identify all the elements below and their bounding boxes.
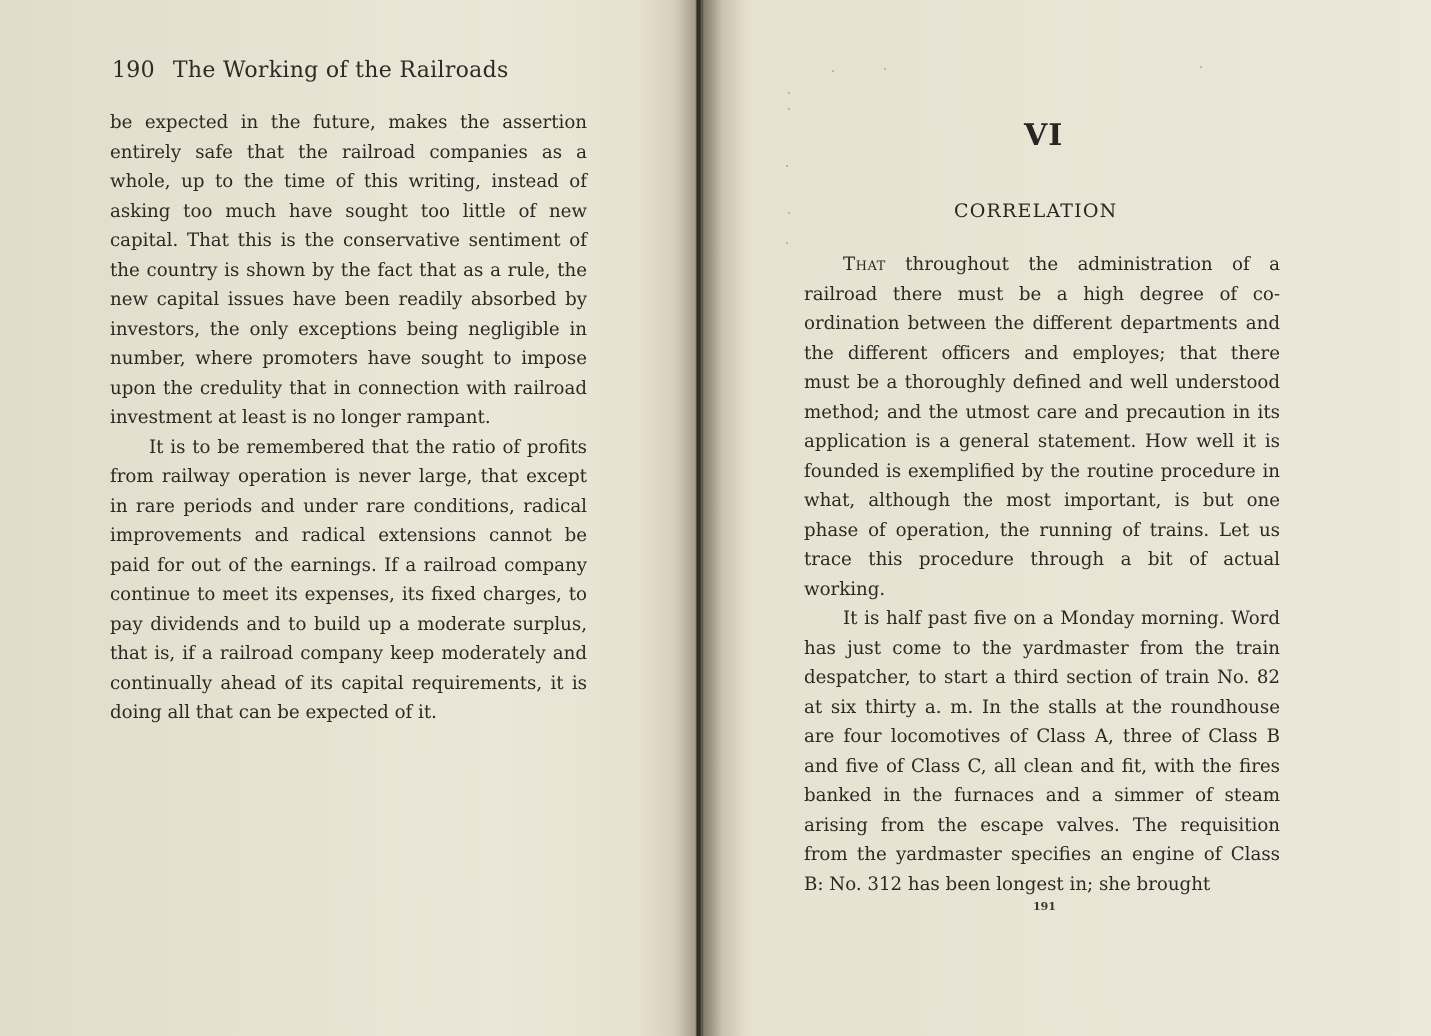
- running-head: [112, 58, 509, 83]
- gutter-shadow-right: [702, 0, 752, 1036]
- paragraph-text: throughout the administration of a railroad there must be a high degree of co-ordination between the different departments and the different officers and employes; that there must be a thoroughly defined and well understood method; and the utmost care and precaution in its application is a general statement. How well it is founded is exemplified by the routine procedure in what, although the most important, is but one phase of operation, the running of trains. Let us trace this procedure through a bit of actual working.: [804, 254, 1280, 600]
- right-body-text: [804, 250, 1280, 899]
- paragraph: It is half past five on a Monday morning. Word has just come to the yardmaster from the train despatcher, to start a third section of train No. 82 at six thirty a. m. In the stalls at the roundhouse are four locomotives of Class A, three of Class B and five of Class C, all clean and fit, with the fires banked in the furnaces and a simmer of steam arising from the escape valves. The requisition from the yardmaster specifies an engine of Class B: No. 312 has been longest in; she brought: [804, 608, 1280, 895]
- paragraph: [804, 250, 1280, 604]
- paper-speck: [788, 92, 790, 94]
- chapter-title: CORRELATION: [954, 200, 1118, 222]
- gutter-shadow-left: [636, 0, 696, 1036]
- left-body-text: [110, 108, 587, 728]
- paper-speck: [786, 242, 788, 244]
- left-page: [0, 0, 696, 1036]
- paper-speck: [832, 70, 834, 72]
- paper-speck: [884, 68, 886, 70]
- paper-speck: [1200, 66, 1202, 68]
- folio: 191: [1033, 900, 1056, 913]
- paragraph: be expected in the future, makes the assertion entirely safe that the railroad companies as a whole, up to the time of this writing, instead of asking too much have sought too little of new capital. That this is the conservative sentiment of the country is shown by the fact that as a rule, the new capital issues have been readily absorbed by investors, the only exceptions being negligible in number, where promoters have sought to impose upon the credulity that in connection with railroad investment at least is no longer rampant.: [110, 112, 587, 428]
- paper-speck: [786, 165, 788, 167]
- chapter-number: VI: [1024, 118, 1064, 153]
- paragraph: It is to be remembered that the ratio of profits from railway operation is never large, that except in rare periods and under rare conditions, radical improvements and radical extensions cannot be paid for out of the earnings. If a railroad company continue to meet its expenses, its fixed charges, to pay dividends and to build up a moderate surplus, that is, if a railroad company keep moderately and continually ahead of its capital requirements, it is doing all that can be expected of it.: [110, 436, 587, 723]
- page-number: 190: [112, 58, 155, 83]
- drop-word: That: [843, 254, 886, 275]
- paper-speck: [788, 212, 790, 214]
- book-title: The Working of the Railroads: [172, 58, 509, 83]
- paper-speck: [788, 108, 790, 110]
- right-page: [702, 0, 1431, 1036]
